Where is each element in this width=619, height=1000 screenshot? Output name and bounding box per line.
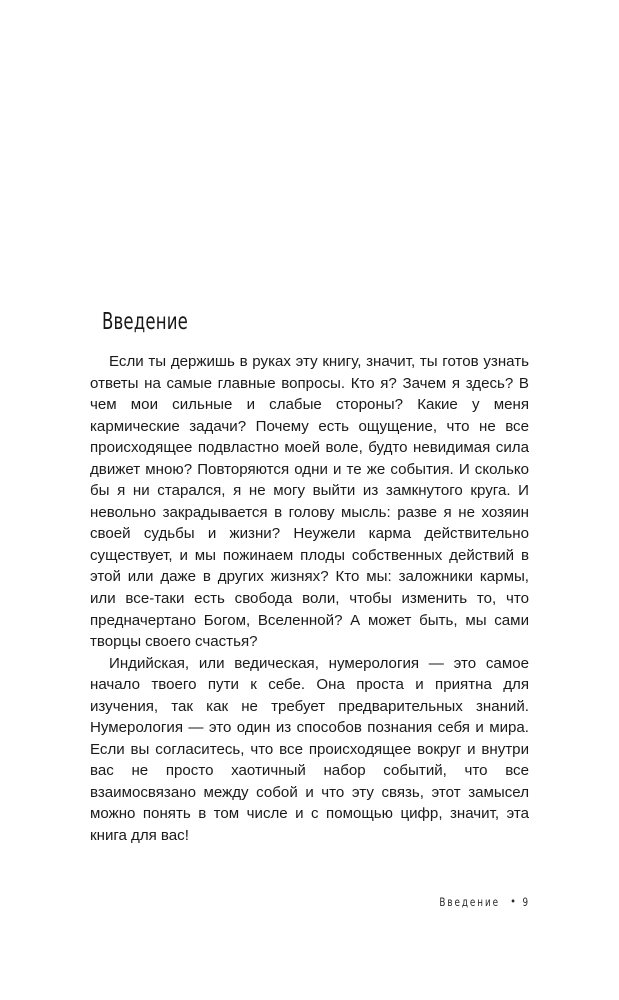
body-text-column: [90, 351, 529, 847]
running-footer: [90, 895, 529, 909]
body-paragraph: Индийская, или ведическая, нумерология — это самое начало твоего пути к себе. Она проста и приятна для изучения, так как не требует предварительных знаний. Нумерология — это один из способов познания себя и мира. Если вы согласитесь, что все происходящее вокруг и внутри вас не просто хаотичный набор событий, что все взаимосвязано между собой и что эту связь, этот замысел можно понять в том числе и с помощью цифр, значит, эта книга для вас!: [90, 654, 529, 845]
footer-chapter-label: Введение: [439, 895, 500, 909]
page-title: Введение: [102, 309, 188, 335]
bullet-separator-icon: •: [510, 895, 516, 908]
body-paragraph: Если ты держишь в руках эту книгу, значит, ты готов узнать ответы на самые главные вопросы. Кто я? Зачем я здесь? В чем мои сильные и слабые стороны? Какие у меня кармические задачи? Почему есть ощущение, что не все происходящее подвластно моей воле, будто невидимая сила движет мною? Повторяются одни и те же события. И сколько бы я ни старался, я не могу выйти из замкнутого круга. И невольно закрадывается в голову мысль: разве я не хозяин своей судьбы и жизни? Неужели карма действительно существует, и мы пожинаем плоды собственных действий в этой или даже в других жизнях? Кто мы: заложники кармы, или все-таки есть свобода воли, чтобы изменить то, что предначертано Богом, Вселенной? А может быть, мы сами творцы своего счастья?: [90, 353, 529, 651]
page-number: 9: [522, 895, 529, 909]
